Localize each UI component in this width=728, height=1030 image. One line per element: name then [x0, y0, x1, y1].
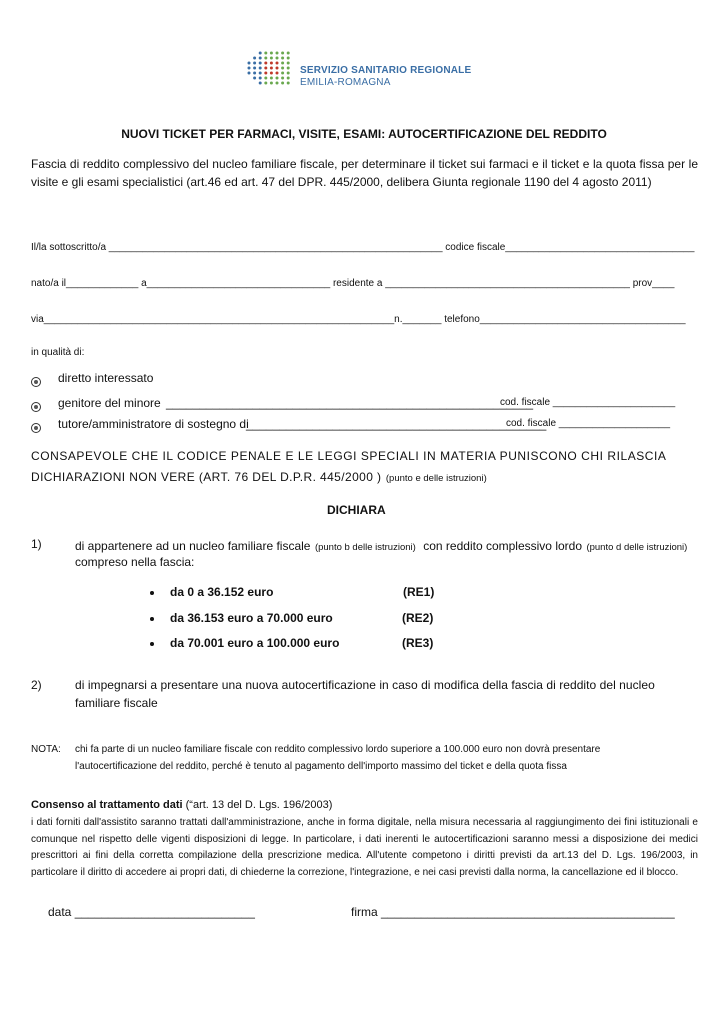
- logo-dot: [264, 82, 267, 85]
- logo-dot: [276, 57, 279, 60]
- radio-icon[interactable]: [31, 377, 41, 387]
- logo-dot: [281, 72, 284, 75]
- logo-dot: [259, 57, 262, 60]
- item1-line1: [75, 537, 687, 555]
- bullet-icon: [150, 591, 154, 595]
- logo-dot: [287, 77, 290, 80]
- logo-dot: [270, 57, 273, 60]
- logo-line1: SERVIZIO SANITARIO REGIONALE: [300, 65, 472, 76]
- consenso-body: i dati forniti dall'assistito saranno trattati dall'amministrazione, anche in forma digitale, nella misura necessaria al raggiungimento dei fini istituzionali e comunque nel rispetto delle vigenti disposizioni di legge. In particolare, i dati inerenti le autocertificazioni saranno messi a disposizione dei medici prescrittori ai fini della corretta compilazione della prescrizione medica. All'utente competono i diritti previsti da art.13 del D. Lgs. 196/2003, in particolare il diritto di accedere ai propri dati, di chiederne la correzione, l'integrazione, e nei casi previsti dalla norma, la cancellazione ed il blocco.: [31, 817, 698, 878]
- radio-icon[interactable]: [31, 423, 41, 433]
- in-qualita-label: in qualità di:: [31, 347, 85, 358]
- consapevole-note: (punto e delle istruzioni): [385, 473, 487, 484]
- logo-dot: [259, 62, 262, 65]
- logo-dot: [270, 72, 273, 75]
- logo-dot: [259, 67, 262, 70]
- role-label: genitore del minore: [58, 396, 161, 410]
- item1-number: 1): [31, 537, 42, 551]
- logo-dot: [281, 77, 284, 80]
- sottoscritto-field[interactable]: Il/la sottoscritto/a ____________________________________________________________ codice fiscale__________________________________: [31, 242, 695, 253]
- logo-dot: [259, 82, 262, 85]
- logo-dot: [253, 57, 256, 60]
- logo-dot: [253, 77, 256, 80]
- logo-dot: [287, 52, 290, 55]
- logo-dot: [253, 67, 256, 70]
- item1-line2: compreso nella fascia:: [75, 555, 195, 569]
- intro-paragraph: Fascia di reddito complessivo del nucleo familiare fiscale, per determinare il ticket sui farmaci e il ticket e la quota fissa per le visite e gli esami specialistici (art.46 ed art. 47 del DPR. 445/2000, delibera Giunta regionale 1190 del 4 agosto 2011): [31, 157, 698, 189]
- role-blank[interactable]: _____________________________________________: [246, 417, 547, 431]
- role-diretto[interactable]: [31, 371, 154, 392]
- consapevole-line2: [31, 468, 487, 486]
- fascia-code: (RE1): [403, 585, 435, 599]
- logo-dot: [276, 52, 279, 55]
- logo-dot: [248, 72, 251, 75]
- role-blank[interactable]: _______________________________________________________: [166, 396, 534, 410]
- item2-line1: di impegnarsi a presentare una nuova autocertificazione in caso di modifica della fascia di reddito del nucleo: [75, 678, 655, 692]
- logo-dot: [287, 67, 290, 70]
- data-field[interactable]: data ___________________________: [48, 905, 255, 919]
- logo-dot: [287, 62, 290, 65]
- logo-dot: [270, 82, 273, 85]
- logo-dot: [281, 57, 284, 60]
- logo-dot: [287, 57, 290, 60]
- consenso-ref: (“art. 13 del D. Lgs. 196/2003): [182, 799, 333, 811]
- firma-field[interactable]: firma ____________________________________________: [351, 905, 675, 919]
- logo-dot: [259, 77, 262, 80]
- logo-dot: [264, 67, 267, 70]
- role-genitore[interactable]: [31, 396, 534, 417]
- logo-dot: [281, 82, 284, 85]
- nota-line2: l'autocertificazione del reddito, perché è tenuto al pagamento dell'importo massimo del ticket e della quota fissa: [75, 761, 567, 772]
- logo-line2: EMILIA-ROMAGNA: [300, 77, 391, 88]
- logo-dot: [248, 62, 251, 65]
- dichiara-heading: DICHIARA: [327, 503, 386, 517]
- logo-dot: [264, 77, 267, 80]
- fascia-range: da 70.001 euro a 100.000 euro: [170, 636, 340, 650]
- document-title: NUOVI TICKET PER FARMACI, VISITE, ESAMI: AUTOCERTIFICAZIONE DEL REDDITO: [121, 127, 607, 141]
- logo-dot: [270, 62, 273, 65]
- item1-text-b: con reddito complessivo lordo: [423, 539, 582, 553]
- consenso-title: Consenso al trattamento dati: [31, 799, 183, 811]
- consapevole-text: DICHIARAZIONI NON VERE (ART. 76 DEL D.P.R. 445/2000 ): [31, 470, 382, 484]
- logo-dot: [259, 52, 262, 55]
- fascia-code: (RE2): [402, 611, 434, 625]
- logo-dot: [270, 77, 273, 80]
- logo-dot: [276, 77, 279, 80]
- consenso-heading: [31, 799, 332, 811]
- nota-line1: chi fa parte di un nucleo familiare fiscale con reddito complessivo lordo superiore a 100.000 euro non dovrà presentare: [75, 744, 601, 755]
- logo-dot: [276, 67, 279, 70]
- fascia-range: da 36.153 euro a 70.000 euro: [170, 611, 333, 625]
- logo-dot: [287, 82, 290, 85]
- logo-dot: [281, 62, 284, 65]
- logo-dot: [276, 82, 279, 85]
- genitore-cf-field[interactable]: cod. fiscale ______________________: [500, 397, 676, 408]
- logo-dot: [253, 72, 256, 75]
- bullet-icon: [150, 617, 154, 621]
- radio-icon[interactable]: [31, 402, 41, 412]
- logo-dot: [270, 52, 273, 55]
- tutore-cf-field[interactable]: cod. fiscale ____________________: [506, 418, 671, 429]
- logo-dot: [264, 72, 267, 75]
- logo-dot: [248, 67, 251, 70]
- nato-residente-field[interactable]: nato/a il_____________ a_________________________________ residente a ____________________________________________ prov____: [31, 278, 675, 289]
- logo-dot: [264, 62, 267, 65]
- role-tutore[interactable]: [31, 417, 547, 438]
- role-label: tutore/amministratore di sostegno di: [58, 417, 249, 431]
- item1-note-b: (punto d delle istruzioni): [586, 542, 688, 553]
- logo-dot: [287, 72, 290, 75]
- item1-note-a: (punto b delle istruzioni): [314, 542, 416, 553]
- logo-dot: [264, 52, 267, 55]
- logo-dot: [276, 72, 279, 75]
- item2-number: 2): [31, 678, 42, 692]
- dot-grid-logo-icon: [246, 50, 294, 86]
- logo-dot: [281, 52, 284, 55]
- item2-line2: familiare fiscale: [75, 696, 158, 710]
- logo-dot: [276, 62, 279, 65]
- logo-dot: [259, 72, 262, 75]
- role-label: diretto interessato: [58, 371, 154, 385]
- logo-dot: [270, 67, 273, 70]
- logo-dot: [253, 62, 256, 65]
- fascia-range: da 0 a 36.152 euro: [170, 585, 274, 599]
- logo-dot: [281, 67, 284, 70]
- logo-dot: [264, 57, 267, 60]
- consapevole-line1: CONSAPEVOLE CHE IL CODICE PENALE E LE LEGGI SPECIALI IN MATERIA PUNISCONO CHI RILASCIA: [31, 449, 667, 463]
- via-telefono-field[interactable]: via_______________________________________________________________n._______ telefono_____________________________________: [31, 314, 686, 325]
- fascia-code: (RE3): [402, 636, 434, 650]
- nota-label: NOTA:: [31, 744, 61, 755]
- item1-text-a: di appartenere ad un nucleo familiare fiscale: [75, 539, 311, 553]
- bullet-icon: [150, 642, 154, 646]
